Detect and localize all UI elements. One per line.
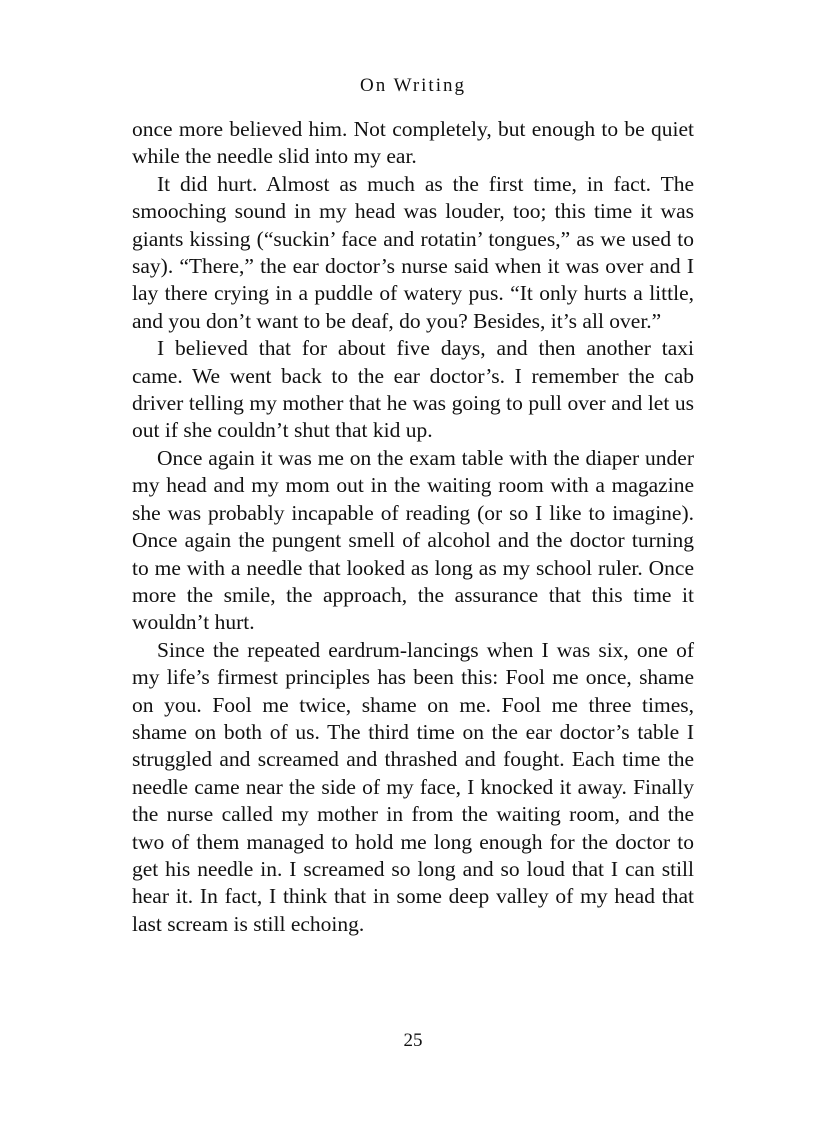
paragraph: It did hurt. Almost as much as the first time, in fact. The smooching sound in my head was louder, too; this time it was giants kissing (“suckin’ face and rotatin’ tongues,” as we used to say). “There,” the ear doctor’s nurse said when it was over and I lay there crying in a puddle of watery pus. “It only hurts a little, and you don’t want to be deaf, do you? Besides, it’s all over.” (132, 171, 694, 333)
paragraph: Once again it was me on the exam table with the diaper under my head and my mom out in the waiting room with a magazine she was probably incapable of reading (or so I like to imagine). Once again the pungent smell of alcohol and the doctor turning to me with a needle that looked as long as my school ruler. Once more the smile, the approach, the assurance that this time it wouldn’t hurt. (132, 445, 694, 635)
page-number: 25 (403, 1030, 423, 1051)
paragraph: Since the repeated eardrum-lancings when I was six, one of my life’s firmest principles has been this: Fool me once, shame on you. Fool me twice, shame on me. Fool me three times, shame on both of us. The third time on the ear doctor’s table I struggled and screamed and thrashed and fought. Each time the needle came near the side of my face, I knocked it away. Finally the nurse called my mother in from the waiting room, and the two of them managed to hold me long enough for the doctor to get his needle in. I screamed so long and so loud that I can still hear it. In fact, I think that in some deep valley of my head that last scream is still echoing. (132, 637, 694, 936)
paragraph: I believed that for about five days, and then another taxi came. We went back to the ear doctor’s. I remember the cab driver telling my mother that he was going to pull over and let us out if she couldn’t shut that kid up. (132, 336, 694, 443)
paragraph-continued: once more believed him. Not completely, but enough to be quiet while the needle slid into my ear. (132, 117, 694, 169)
body-text (132, 116, 694, 938)
running-head-title: On Writing (360, 75, 466, 96)
